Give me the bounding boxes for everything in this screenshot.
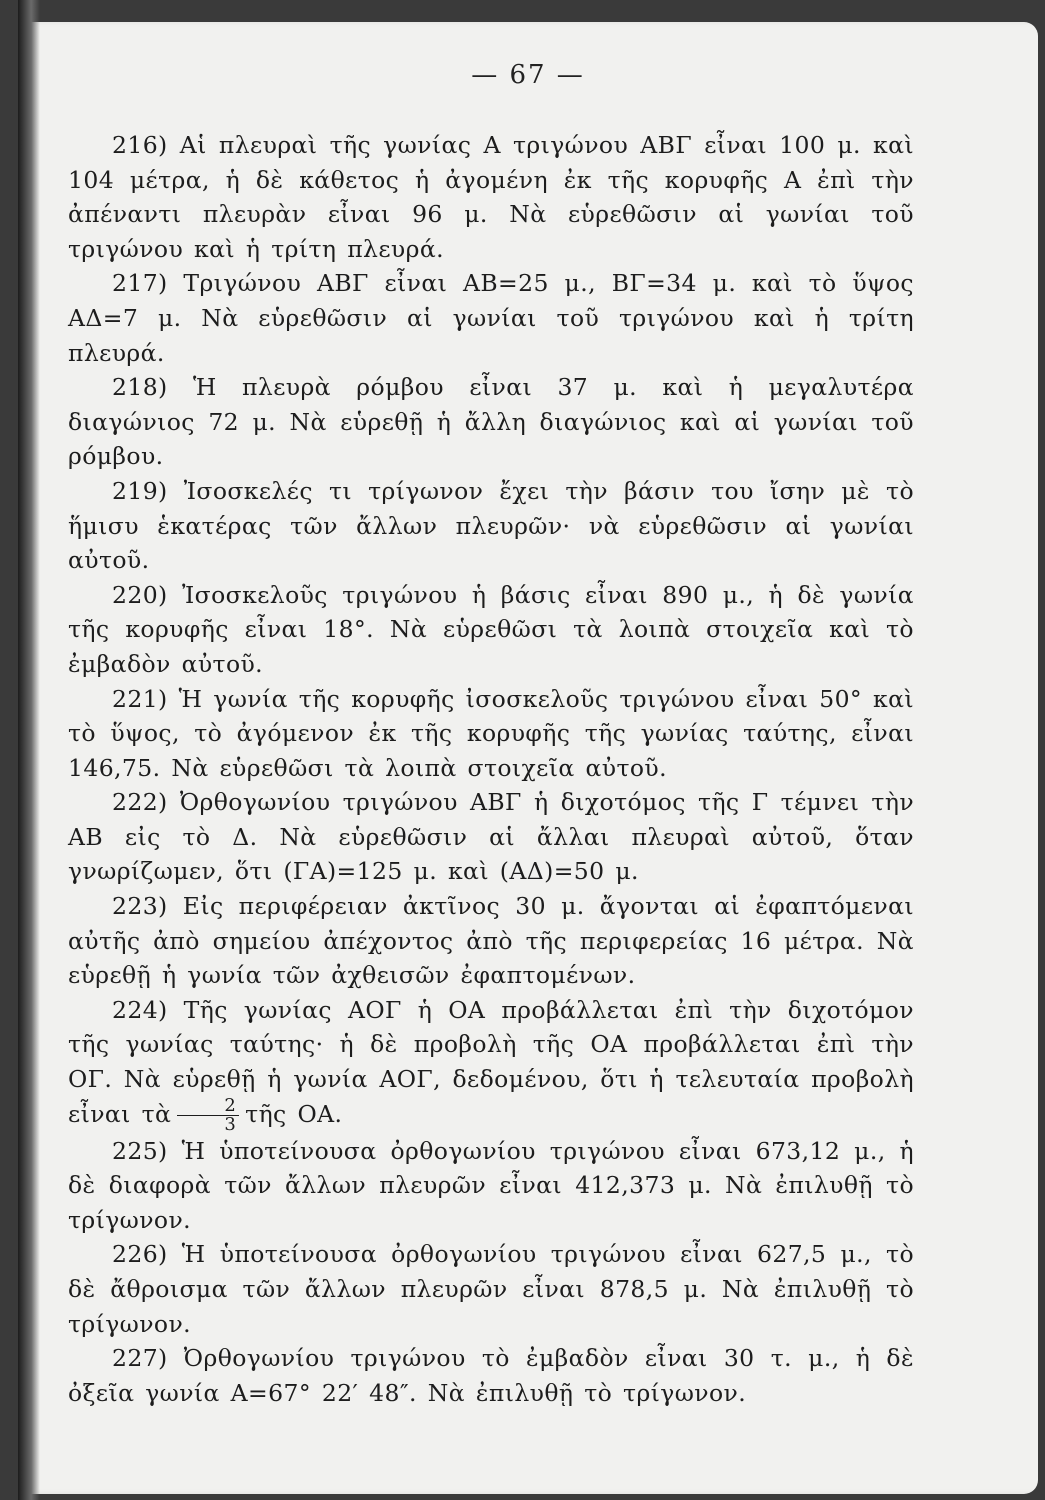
- problem-219: 219) Ἰσοσκελές τι τρίγωνον ἔχει τὴν βάσιν του ἴσην μὲ τὸ ἥμισυ ἑκατέρας τῶν ἄλλων πλευρῶν· νὰ εὑρεθῶσιν αἱ γωνίαι αὐτοῦ.: [68, 476, 914, 575]
- problem-218: 218) Ἡ πλευρὰ ρόμβου εἶναι 37 μ. καὶ ἡ μεγαλυτέρα διαγώνιος 72 μ. Νὰ εὑρεθῇ ἡ ἄλλη διαγώνιος καὶ αἱ γωνίαι τοῦ ρόμβου.: [68, 373, 914, 471]
- problem-223: 223) Εἰς περιφέρειαν ἀκτῖνος 30 μ. ἄγονται αἱ ἐφαπτόμεναι αὐτῆς ἀπὸ σημείου ἀπέχοντος ἀπὸ τῆς περιφερείας 16 μέτρα. Νὰ εὑρεθῇ ἡ γωνία τῶν ἀχθεισῶν ἐφαπτομένων.: [68, 892, 914, 990]
- binding-shadow: [18, 0, 40, 1500]
- problem-224-text-after: τῆς ΟΑ.: [245, 1099, 343, 1128]
- problem-226: 226) Ἡ ὑποτείνουσα ὀρθογωνίου τριγώνου εἶναι 627,5 μ., τὸ δὲ ἄθροισμα τῶν ἄλλων πλευρῶν εἶναι 878,5 μ. Νὰ ἐπιλυθῇ τὸ τρίγωνον.: [68, 1240, 914, 1338]
- problem-221: 221) Ἡ γωνία τῆς κορυφῆς ἰσοσκελοῦς τριγώνου εἶναι 50° καὶ τὸ ὕψος, τὸ ἀγόμενον ἐκ τῆς κορυφῆς τῆς γωνίας ταύτης, εἶναι 146,75. Νὰ εὑρεθῶσι τὰ λοιπὰ στοιχεῖα αὐτοῦ.: [68, 684, 914, 782]
- problem-227: 227) Ὀρθογωνίου τριγώνου τὸ ἐμβαδὸν εἶναι 30 τ. μ., ἡ δὲ ὀξεῖα γωνία Α=67° 22′ 48″. Νὰ ἐπιλυθῇ τὸ τρίγωνον.: [68, 1344, 914, 1407]
- page-number: — 67 —: [471, 60, 585, 90]
- book-page: [18, 22, 1038, 1494]
- problem-220: 220) Ἰσοσκελοῦς τριγώνου ἡ βάσις εἶναι 890 μ., ἡ δὲ γωνία τῆς κορυφῆς εἶναι 18°. Νὰ εὑρεθῶσι τὰ λοιπὰ στοιχεῖα καὶ τὸ ἐμβαδὸν αὐτοῦ.: [68, 580, 914, 678]
- fraction-denominator: 3: [224, 1113, 237, 1135]
- problem-225: 225) Ἡ ὑποτείνουσα ὀρθογωνίου τριγώνου εἶναι 673,12 μ., ἡ δὲ διαφορὰ τῶν ἄλλων πλευρῶν εἶναι 412,373 μ. Νὰ ἐπιλυθῇ τὸ τρίγωνον.: [68, 1136, 914, 1234]
- problems-text: [68, 128, 914, 1410]
- problem-217: 217) Τριγώνου ΑΒΓ εἶναι ΑΒ=25 μ., ΒΓ=34 μ. καὶ τὸ ὕψος ΑΔ=7 μ. Νὰ εὑρεθῶσιν αἱ γωνίαι τοῦ τριγώνου καὶ ἡ τρίτη πλευρά.: [68, 269, 914, 367]
- fraction-numerator: 2: [177, 1097, 239, 1116]
- problem-224: [68, 993, 914, 1134]
- fraction-two-thirds: [177, 1094, 239, 1135]
- problem-224-text: 224) Τῆς γωνίας ΑΟΓ ἡ ΟΑ προβάλλεται ἐπὶ τὴν διχοτόμον τῆς γωνίας ταύτης· ἡ δὲ προβολὴ τῆς ΟΑ προβάλλεται ἐπὶ τὴν ΟΓ. Νὰ εὑρεθῇ ἡ γωνία ΑΟΓ, δεδομένου, ὅτι ἡ τελευταία προβολὴ εἶναι τὰ: [68, 995, 914, 1128]
- problem-216: 216) Αἱ πλευραὶ τῆς γωνίας Α τριγώνου ΑΒΓ εἶναι 100 μ. καὶ 104 μέτρα, ἡ δὲ κάθετος ἡ ἀγομένη ἐκ τῆς κορυφῆς Α ἐπὶ τὴν ἀπέναντι πλευρὰν εἶναι 96 μ. Νὰ εὑρεθῶσιν αἱ γωνίαι τοῦ τριγώνου καὶ ἡ τρίτη πλευρά.: [68, 131, 914, 263]
- problem-222: 222) Ὀρθογωνίου τριγώνου ΑΒΓ ἡ διχοτόμος τῆς Γ τέμνει τὴν ΑΒ εἰς τὸ Δ. Νὰ εὑρεθῶσιν αἱ ἄλλαι πλευραὶ αὐτοῦ, ὅταν γνωρίζωμεν, ὅτι (ΓΑ)=125 μ. καὶ (ΑΔ)=50 μ.: [68, 788, 914, 886]
